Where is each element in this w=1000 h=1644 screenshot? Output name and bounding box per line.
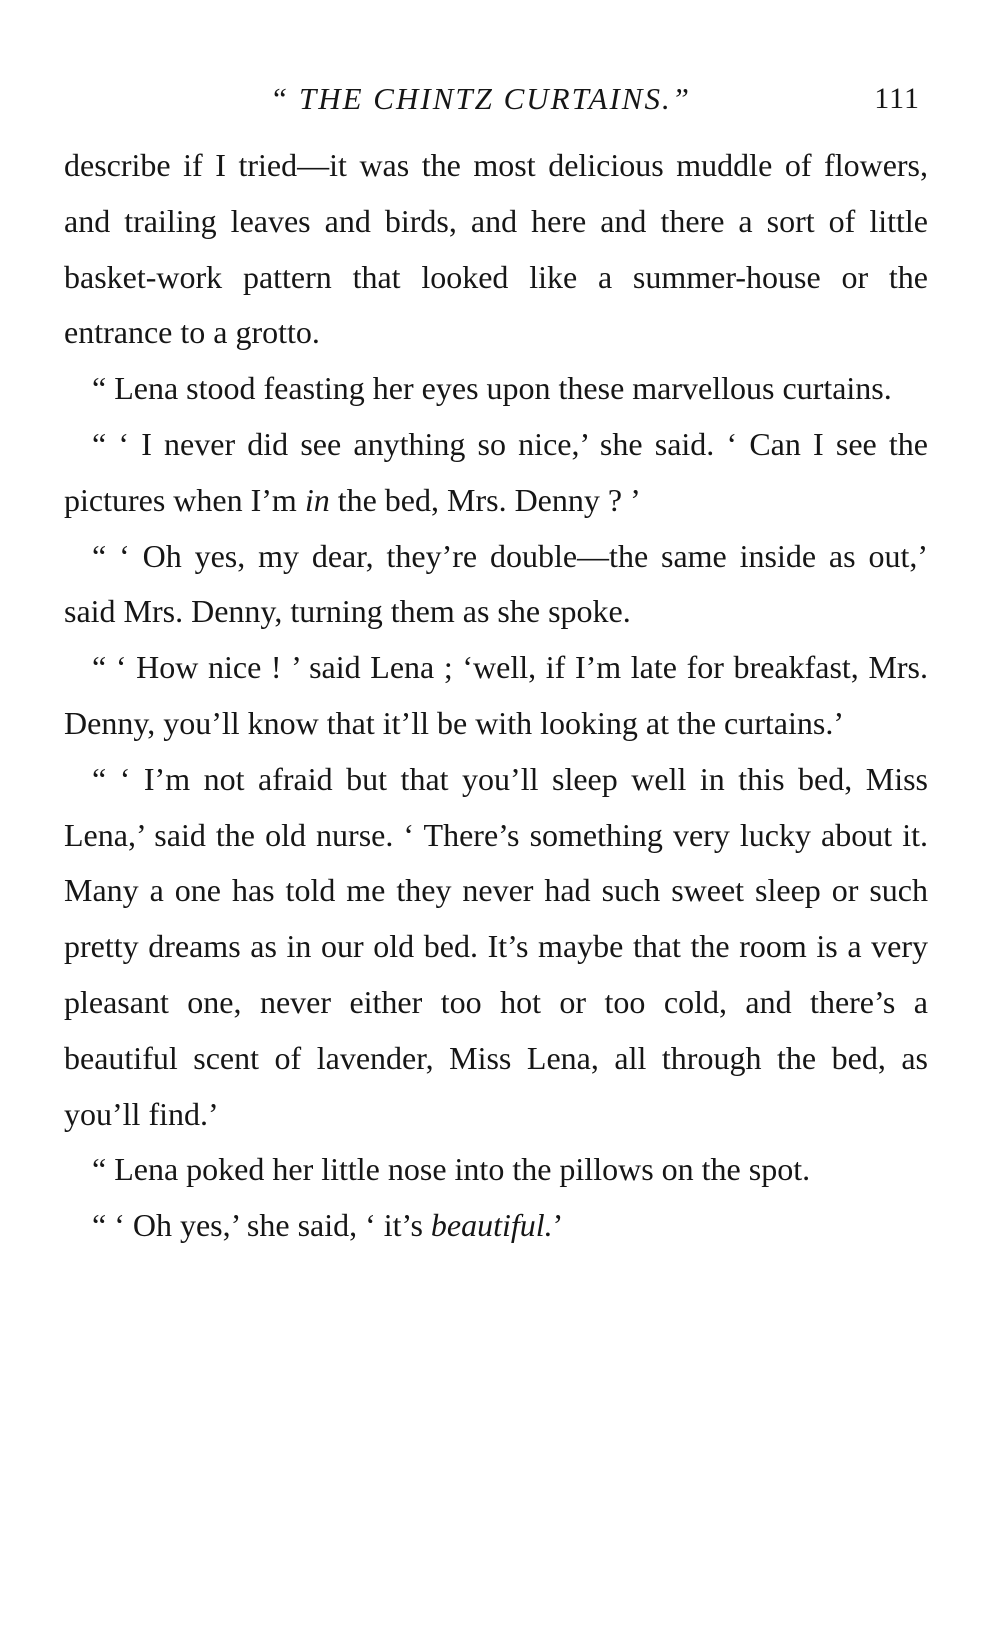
paragraph xyxy=(64,529,928,641)
paragraph xyxy=(64,361,928,417)
body-text xyxy=(64,138,928,1254)
text-run: “ ‘ How nice ! ’ said Lena ; ‘well, if I’m late for breakfast, Mrs. Denny, you’ll know that it’ll be with looking at the curtains.’ xyxy=(64,649,928,741)
italic-text: beautiful. xyxy=(430,1207,553,1244)
text-run: “ ‘ I never did see anything so nice,’ she said. ‘ Can I see the pictures when I’m xyxy=(64,425,928,518)
running-title: “ THE CHINTZ CURTAINS.” xyxy=(270,81,691,116)
paragraph xyxy=(64,417,928,529)
paragraph xyxy=(64,138,928,361)
text-run: “ Lena stood feasting her eyes upon these marvellous curtains. xyxy=(92,370,892,407)
text-run: ’ xyxy=(552,1207,564,1244)
text-run: describe if I tried—it was the most delicious muddle of flowers, and trailing leaves and birds, and here and there a sort of little basket-work pattern that looked like a summer-house or the entrance to a grotto. xyxy=(64,147,928,351)
text-run: the bed, Mrs. Denny ? ’ xyxy=(329,481,641,518)
italic-text: in xyxy=(304,481,330,518)
text-run: “ ‘ Oh yes,’ she said, ‘ it’s xyxy=(92,1207,431,1244)
paragraph xyxy=(64,1142,928,1198)
page-number: 111 xyxy=(874,82,920,115)
text-run: “ ‘ Oh yes, my dear, they’re double—the same inside as out,’ said Mrs. Denny, turning them as she spoke. xyxy=(64,537,928,630)
text-run: “ Lena poked her little nose into the pillows on the spot. xyxy=(92,1151,811,1188)
paragraph xyxy=(64,752,928,1143)
paragraph xyxy=(64,640,928,752)
text-run: “ ‘ I’m not afraid but that you’ll sleep well in this bed, Miss Lena,’ said the old nurse. ‘ There’s something very lucky about it. Many a one has told me they never had such sweet sleep or such pretty dreams as in our old bed. It’s maybe that the room is a very pleasant one, never either too hot or too cold, and there’s a beautiful scent of lavender, Miss Lena, all through the bed, as you’ll find.’ xyxy=(64,760,928,1132)
paragraph xyxy=(64,1198,928,1254)
